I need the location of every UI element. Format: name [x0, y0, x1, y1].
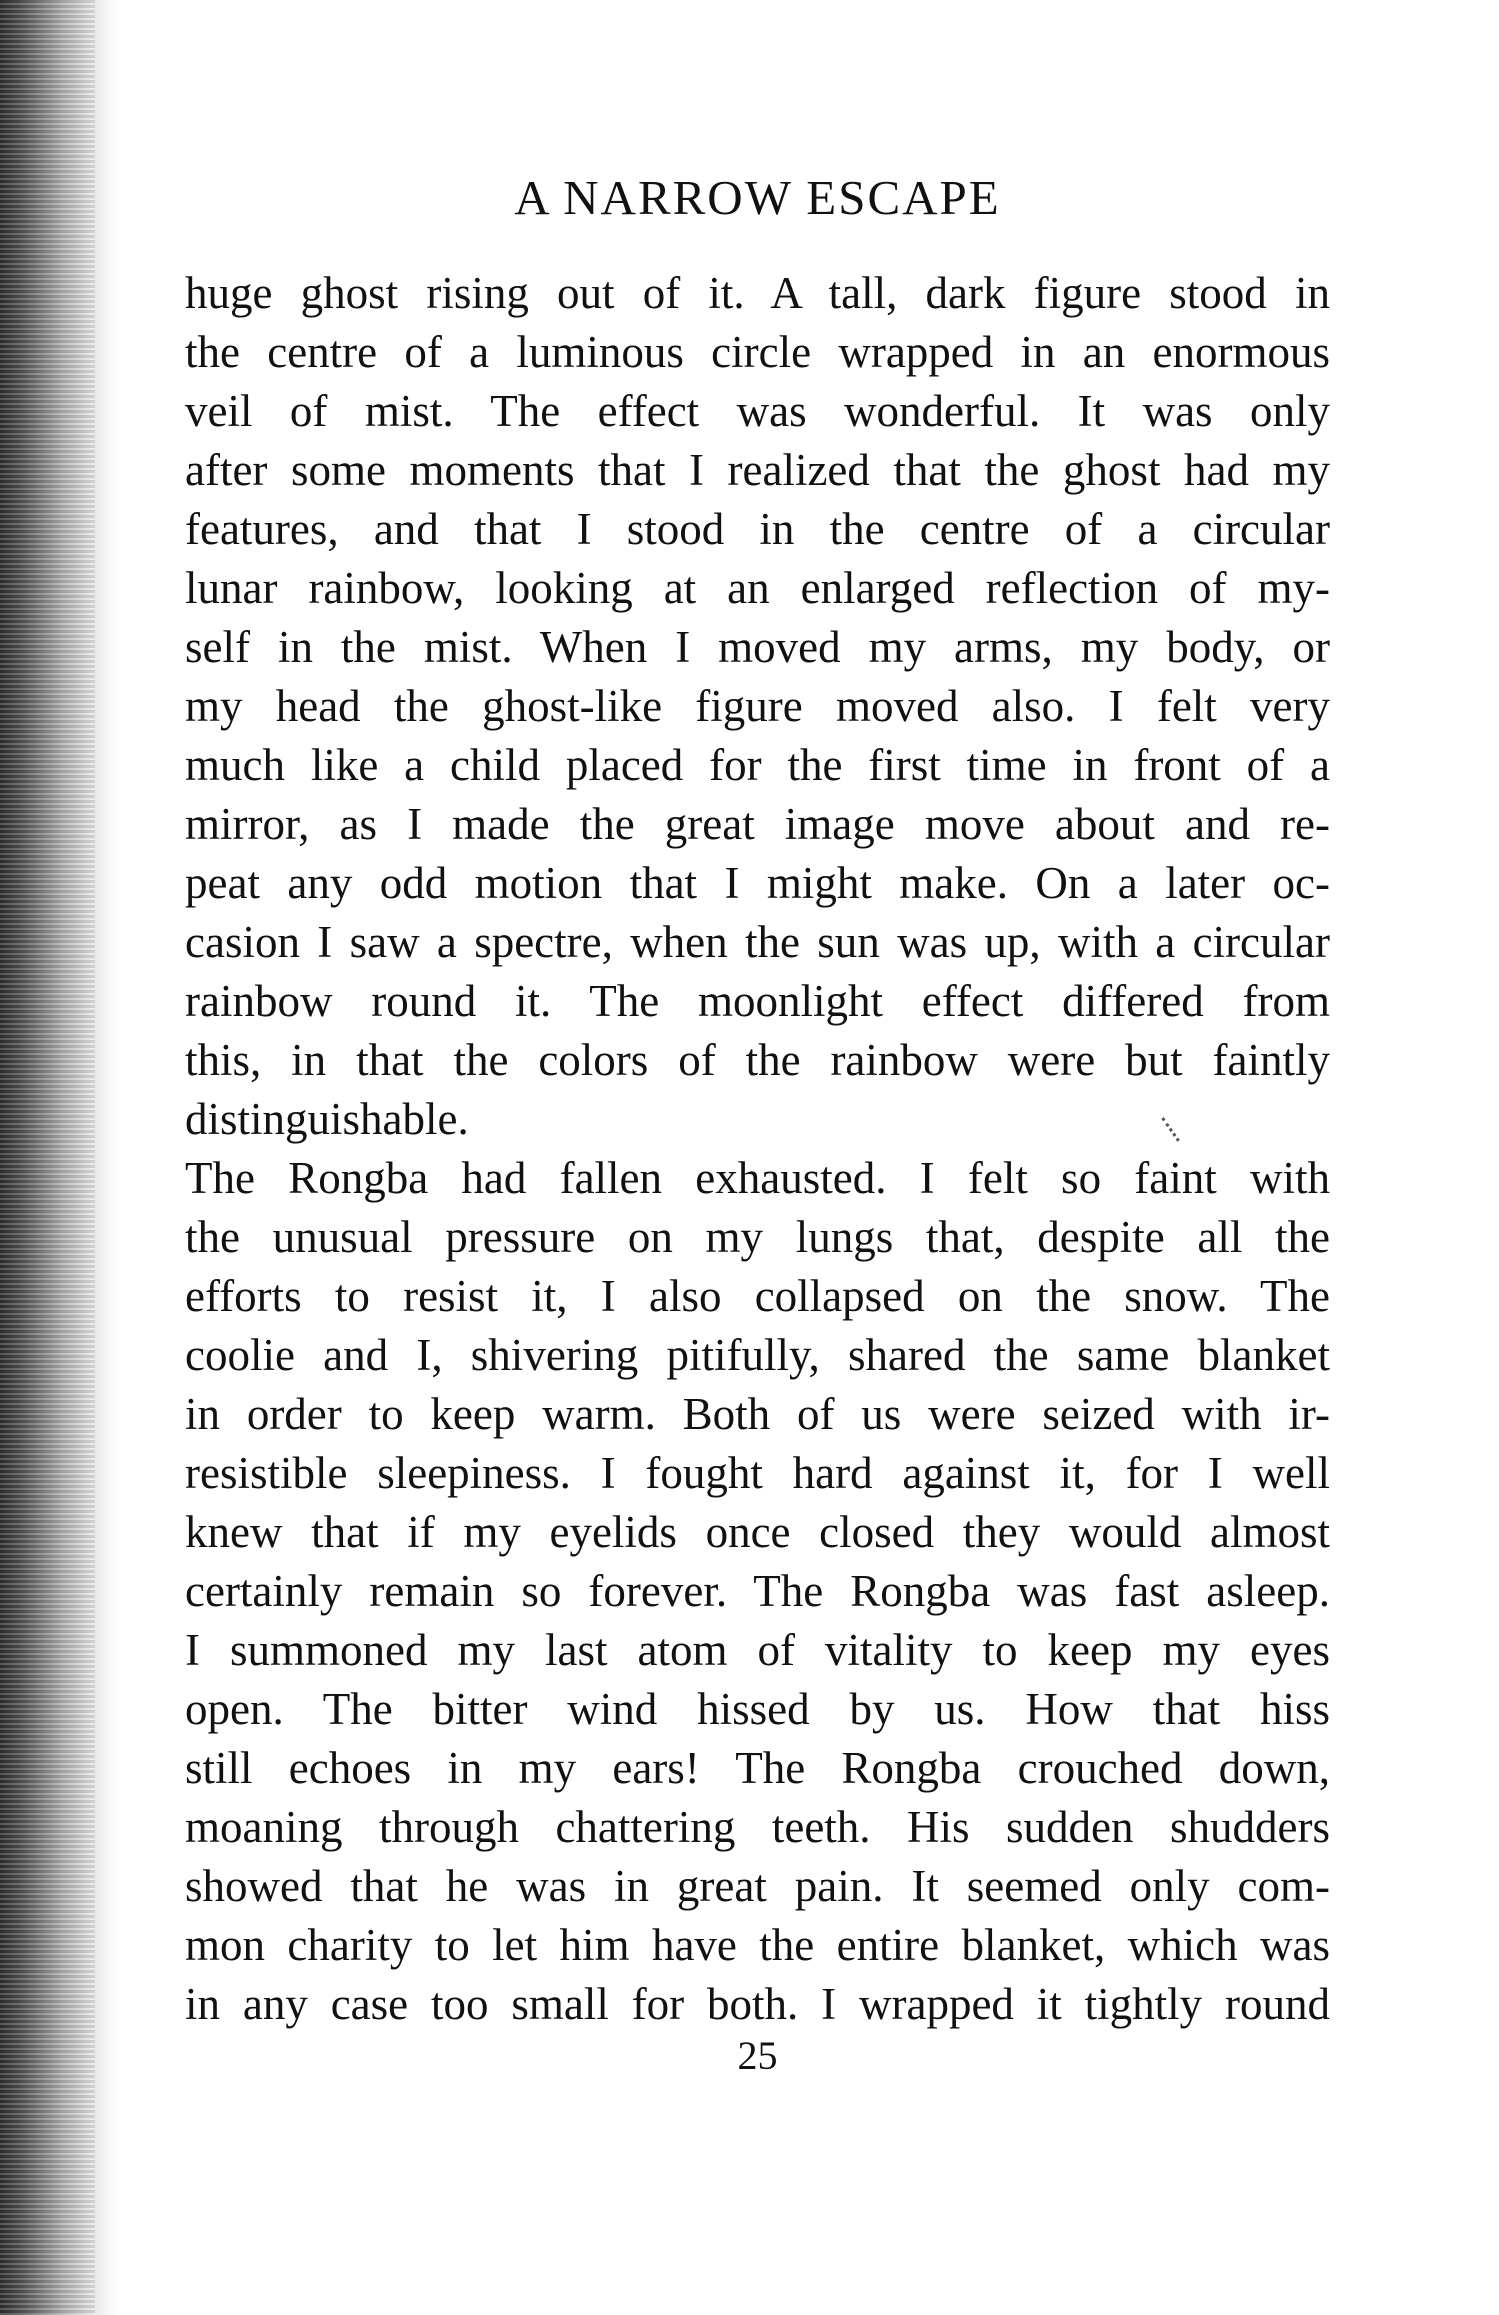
text-line: still echoes in my ears! The Rongba crouched down,: [185, 1743, 1330, 1793]
text-line: I summoned my last atom of vitality to keep my eyes: [185, 1625, 1330, 1675]
body-text: [185, 264, 1330, 2034]
text-line: rainbow round it. The moonlight effect differed from: [185, 976, 1330, 1026]
text-line: showed that he was in great pain. It seemed only com-: [185, 1861, 1330, 1911]
text-line: the unusual pressure on my lungs that, despite all the: [185, 1212, 1330, 1262]
text-line: huge ghost rising out of it. A tall, dark figure stood in: [185, 268, 1330, 318]
text-line: casion I saw a spectre, when the sun was up, with a circular: [185, 917, 1330, 967]
text-line: this, in that the colors of the rainbow were but faintly: [185, 1035, 1330, 1085]
text-line: mirror, as I made the great image move about and re-: [185, 799, 1330, 849]
paragraph-end-line: distinguishable.: [185, 1094, 469, 1144]
text-line: in any case too small for both. I wrapped it tightly round: [185, 1979, 1330, 2029]
text-line: after some moments that I realized that the ghost had my: [185, 445, 1330, 495]
page-number: 25: [737, 2033, 778, 2078]
text-line: efforts to resist it, I also collapsed on the snow. The: [185, 1271, 1330, 1321]
text-line: resistible sleepiness. I fought hard against it, for I well: [185, 1448, 1330, 1498]
text-line: the centre of a luminous circle wrapped in an enormous: [185, 327, 1330, 377]
text-line: The Rongba had fallen exhausted. I felt so faint with: [185, 1153, 1330, 1203]
text-line: features, and that I stood in the centre of a circular: [185, 504, 1330, 554]
text-line: self in the mist. When I moved my arms, my body, or: [185, 622, 1330, 672]
text-line: moaning through chattering teeth. His sudden shudders: [185, 1802, 1330, 1852]
text-line: lunar rainbow, looking at an enlarged reflection of my-: [185, 563, 1330, 613]
text-line: certainly remain so forever. The Rongba was fast asleep.: [185, 1566, 1330, 1616]
text-line: veil of mist. The effect was wonderful. It was only: [185, 386, 1330, 436]
text-line: peat any odd motion that I might make. On a later oc-: [185, 858, 1330, 908]
text-line: mon charity to let him have the entire blanket, which was: [185, 1920, 1330, 1970]
text-line: in order to keep warm. Both of us were seized with ir-: [185, 1389, 1330, 1439]
text-line: coolie and I, shivering pitifully, shared the same blanket: [185, 1330, 1330, 1380]
text-line: my head the ghost-like figure moved also. I felt very: [185, 681, 1330, 731]
text-line: open. The bitter wind hissed by us. How that hiss: [185, 1684, 1330, 1734]
text-line: knew that if my eyelids once closed they would almost: [185, 1507, 1330, 1557]
binding-gutter-texture: [0, 0, 95, 2315]
running-head: A NARROW ESCAPE: [514, 170, 1001, 225]
text-line: much like a child placed for the first time in front of a: [185, 740, 1330, 790]
